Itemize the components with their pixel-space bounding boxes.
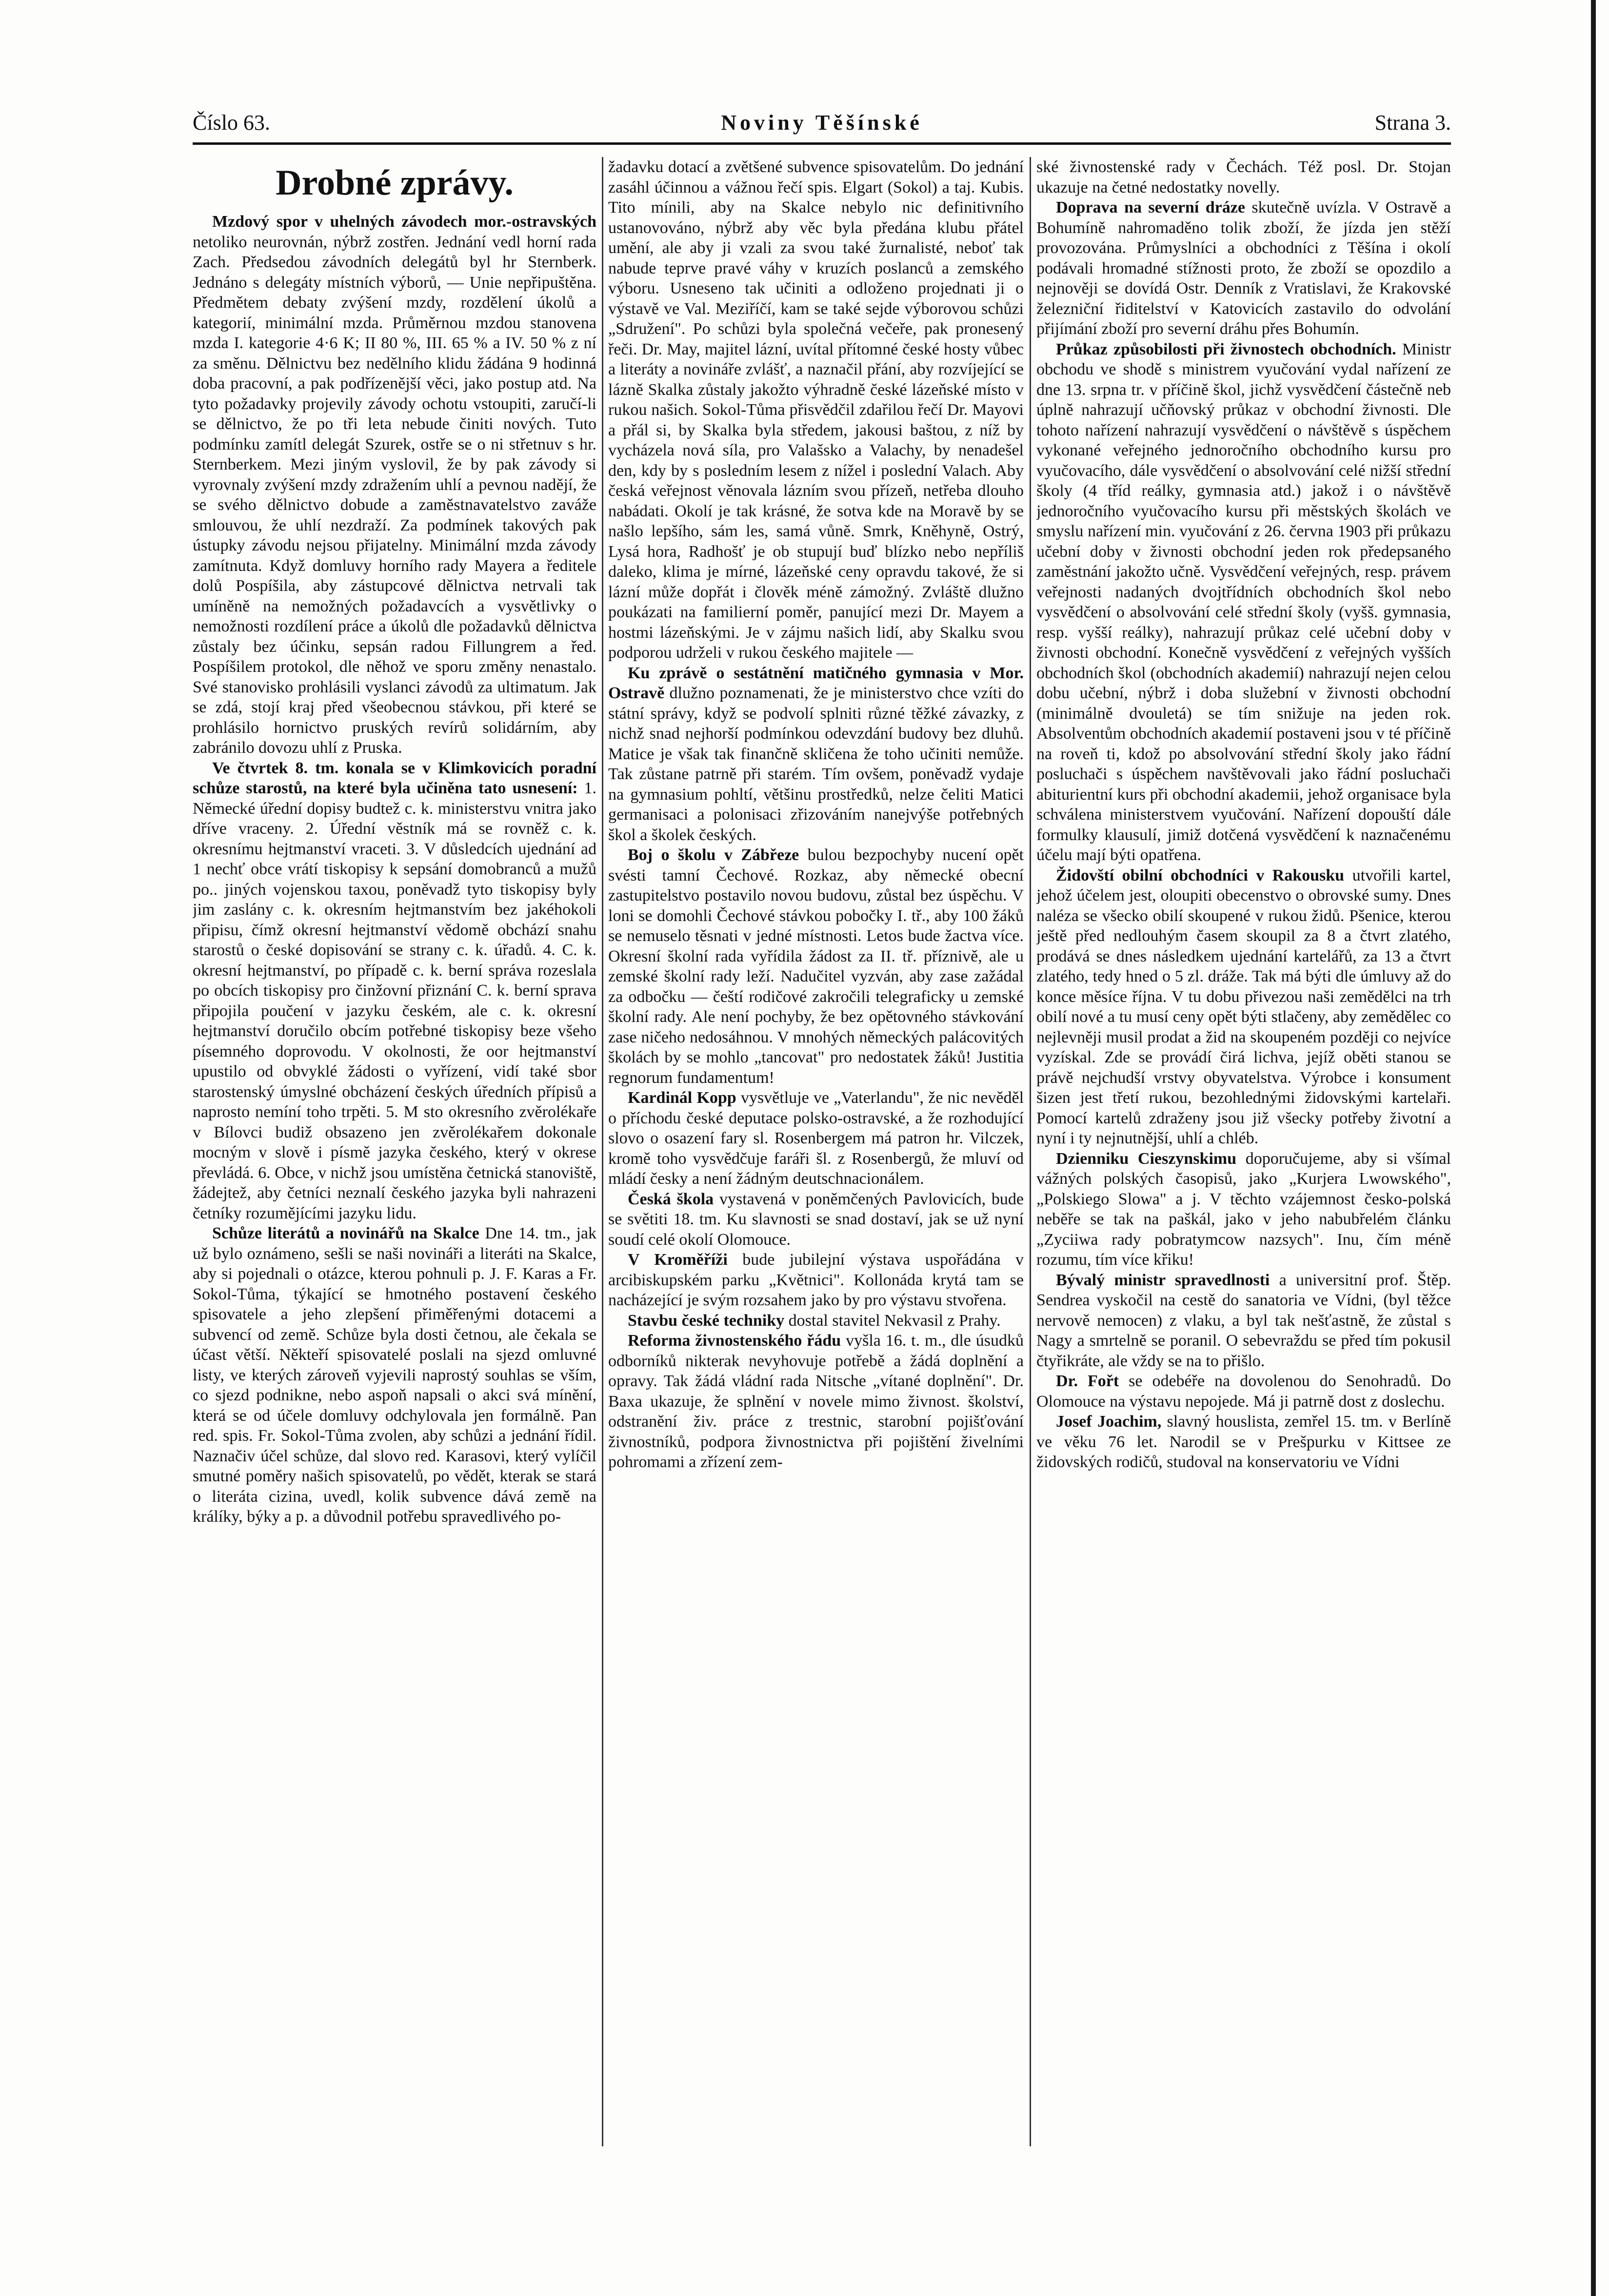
article-body: 1. Německé úřední dopisy budtež c. k. ministerstvu vnitra jako dříve vraceny. 2. Úřední věstník má se rovněž c. k. okresnímu hejtmanství vraceti. 3. V důsledcích ujednání ad 1 nechť obce vrátí tiskopisy k sepsání domobranců a mužů po.. jiných vojenskou taxou, poněvadž tyto tiskopisy byly jim zaslány c. k. okresním hejtmanstvím bez jakéhokoli připisu, čímž okresní hejtmanství vědomě obchází snahu starostů o české dopisování se strany c. k. úřadů. 4. C. k. okresní hejtmanství, po případě c. k. berní správa rozeslala po obcích tiskopisy pro činžovní přiznání C. k. berní sprava připojila poučení v jazyku českém, ale c. k. okresní hejtmanství doručilo obcím potřebné tiskopisy beze všeho písemného doprovodu. V okolnosti, že oor hejtmanství upustilo od obvyklé žádosti o vyřízení, vidí také sbor starostenský úmyslné obcházení českých úředních přípisů a naprosto nemíní toho trpěti. 5. M sto okresního zvěrolékaře v Bílovci budiž obsazeno jen zvěrolékařem dokonale mocným v slově i písmě jazyka českého, který v okrese převládá. 6. Obce, v nichž jsou umístěna četnická stanoviště, žádejtež, aby četníci neznalí českého jazyka byli nahrazeni četníky rozumějícími jazyku lidu. — [193, 779, 596, 1222]
article-body: bude jubilejní výstava uspořádána v arcibiskupském parku „Květnici". Kollonáda krytá tam se nacházející je svým rozsahem jako by pro výstavu stvořena. — [608, 1251, 1024, 1309]
article-body: netoliko neurovnán, nýbrž zostřen. Jednání vedl horní rada Zach. Předsedou závodních delegátů byl hr Sternberk. Jednáno s delegáty místních výborů, — Unie nepřipuštěna. Předmětem debaty zvýšení mzdy, rozdělení úkolů a kategorií, minimální mzda. Průměrnou mzdou stanovena mzda I. kategorie 4·6 K; II 80 %, III. 65 % a IV. 50 % z ní za směnu. Dělnictvu bez nedělního klidu žádána 9 hodinná doba pracovní, a pak podřízenější věci, jako postup atd. Na tyto požadavky projevily závody ochotu vstoupiti, zaručí-li se dělnictvo, že po tři leta nebude činiti nových. Tuto podmínku zamítl delegát Szurek, ostře se o ni střetnuv s hr. Sternberkem. Mezi jiným vyslovil, že by pak závody si vyrovnaly zvýšení mzdy zdražením uhlí a pevnou nadějí, že se svého dělnictvo dobude a zaměstnavatelstvo zaváže smlouvou, že uhlí nezdraží. Za podmínek takových pak ústupky závodu nejsou přijatelny. Minimální mzda závody zamítnuta. Když domluvy horního rady Mayera a ředitele dolů Pospíšila, aby zástupcové dělnictva netrvali tak umíněně na nemožných požadavcích a vysvětlivky o nemožnosti rozdílení práce a úkolů dle požadavků dělnictva zůstaly bez účinku, sepsán radou Fillungrem a řed. Pospíšilem protokol, dle něhož ve sporu změny nenastalo. Své stanovisko prohlásili vyslanci závodů za ultimatum. Jak se zdá, stojí kraj před všeobecnou stávkou, při které se prohlásilo hornictvo pruských revírů solidárním, aby zabránilo dovozu uhlí z Pruska. — [193, 233, 596, 757]
article-heading: Boj o školu v Zábřeze — [628, 846, 799, 864]
article-heading: Doprava na severní dráze — [1056, 198, 1245, 216]
article-body: slavný houslista, zemřel 15. tm. v Berlíně ve věku 76 let. Narodil se v Prešpurku v Kittsee ze židovských rodičů, studoval na konservatoriu ve Vídni — [1036, 1413, 1451, 1471]
column-1 — [193, 157, 596, 2146]
article — [1036, 1371, 1451, 1412]
column-rule — [1030, 157, 1031, 2146]
article — [1036, 1270, 1451, 1372]
article-heading: Dzienniku Cieszynskimu — [1056, 1149, 1237, 1168]
page-header — [193, 108, 1451, 139]
article — [608, 1250, 1024, 1311]
scan-edge — [1591, 0, 1596, 2296]
article-heading: Josef Joachim, — [1056, 1413, 1162, 1431]
article-heading: Reforma živnostenského řádu — [628, 1332, 841, 1350]
article-body: se odebéře na dovolenou do Senohradů. Do Olomouce na výstavu nepojede. Má ji patrně dost z doslechu. — [1036, 1372, 1451, 1411]
section-title: Drobné zprávy. — [276, 163, 514, 203]
article-body: Dne 14. tm., jak už bylo oznámeno, sešli se naši novináři a literáti na Skalce, aby si pojednali o otázce, kterou pohnuli p. J. F. Karas a Fr. Sokol-Tůma, týkající se hmotného postavení českého spisovatele a jeho zlepšení přiměřenými dotacemi a subvencí od země. Schůze byla dosti četnou, ale čekala se účast větší. Někteří spisovatelé poslali na sjezd omluvné listy, ve kterých zároveň vyjevili naprostý souhlas se vším, co sjezd podnikne, nebo aspoň napsali o akci svá mínění, která se od účele domluvy odchylovala jen formálně. Pan red. spis. Fr. Sokol-Tůma zvolen, aby schůzi a jednání řídil. Naznačiv účel schůze, dal slovo red. Karasovi, který vylíčil smutné poměry našich spisovatelů, po vědět, kterak se stará o literáta cizina, uvedl, kolik subvence dává země na králíky, býky a p. a důvodnil potřebu spravedlivého po- — [193, 1224, 596, 1526]
article-body: bulou bezpochyby nucení opět svésti tamní Čechové. Rozkaz, aby německé obecní zastupitelstvo postavilo novou budovu, zůstal bez úspěchu. V loni se domohli Čechové stávkou pobočky I. tř., aby 100 žáků se nemuselo těsnati v jedné místnosti. Letos bude žactva více. Okresní školní rada vyřídila žádost za II. tř. příznivě, ale u zemské školní rady leží. Nadučitel vyzván, aby zase zažádal za odbočku — čeští rodičové zakročili telegraficky u zemské školní rady. Ale není pochyby, že bez opětovného stávkování zase ničeho nedosáhnou. V mnohých německých palácovitých školách by se mohlo „tancovat" pro nedostatek žáků! Justitia regnorum fundamentum! — [608, 846, 1024, 1087]
article-body: vyšla 16. t. m., dle úsudků odborníků nikterak nevyhovuje potřebě a žádá doplnění a opravy. Tak žádá vládní rada Nitsche „vítané doplnění". Dr. Baxa ukazuje, že splnění v novele mimo živnost. školství, odstranění živ. práce z trestnic, starobní pojišťování živnostníků, podpora živnostnictva při pojištění živelními pohromami a zřízení zem- — [608, 1332, 1024, 1471]
article-heading: Česká škola — [628, 1190, 714, 1208]
article — [608, 663, 1024, 845]
article — [1036, 1149, 1451, 1270]
article-body: a universitní prof. Štěp. Sendrea vyskočil na cestě do sanatoria ve Vídni, (byl těžce nervově nemocen) z vlaku, a byl tak nešťastně, že zůstal s Nagy a smrtelně se poranil. O sebevraždu se před tím pokusil čtyřikráte, ale vždy se na to přišlo. — [1036, 1271, 1451, 1370]
column-2 — [608, 157, 1024, 2146]
header-rule — [193, 142, 1451, 145]
column-3 — [1036, 157, 1451, 2146]
article-heading: Bývalý ministr spravedlnosti — [1056, 1271, 1270, 1289]
article-heading: Stavbu české techniky — [628, 1311, 785, 1330]
article-heading: V Kroměříži — [628, 1251, 728, 1269]
article — [193, 212, 596, 758]
article — [193, 758, 596, 1224]
article-continuation: žadavku dotací a zvětšené subvence spisovatelům. Do jednání zasáhl účinnou a vážnou řečí spis. Elgart (Sokol) a taj. Kubis. Tito mínili, aby na Skalce nebylo nic definitivního ustanovováno, nýbrž aby věc byla předána klubu přátel umění, ale aby ji vzali za svou také žurnalisté, neboť tak nabude teprve pravé váhy v kruzích poslanců a zemského výboru. Usneseno tak učiniti a odloženo projednati ji o výstavě ve Val. Meziříčí, kam se také sejde výborovou schůzi „Sdružení". Po schůzi byla společná večeře, pak pronesený řeči. Dr. May, majitel lázní, uvítal přítomné české hosty vůbec a literáty a novináře zvlášť, a naznačil přání, aby rozvíjející se lázně Skalka zůstaly jakožto výhradně české lázeňské místo v rukou našich. Sokol-Tůma přisvědčil zdařilou řečí Dr. Mayovi a přál si, by Skalka byla středem, jakousi baštou, z níž by vycházela nová síla, pro Valašsko a Valachy, by nenadešel den, kdy by s posledním lesem z nížel i poslední Valach. Aby česká veřejnost věnovala lázním svou přízeň, netřeba dlouho nabádati. Okolí je tak krásné, že sotva kde na Moravě by se našlo lepšího, sám les, samá vůně. Smrk, Kněhyně, Ostrý, Lysá hora, Radhošť je ob stupují buď blízko nebo nepříliš daleko, klima je mírné, lázeňské ceny opravdu takové, že si lázní může dopřát i člověk méně zámožný. Zvláště dlužno poukázati na familierní poměr, panující mezi Dr. Mayem a hostmi lázeňskými. Je v zájmu našich lidí, aby Skalku svou podporou udrželi v rukou českého majitele — — [608, 158, 1024, 662]
issue-number: Číslo 63. — [193, 111, 270, 135]
article-body: utvořili kartel, jehož účelem jest, oloupiti obecenstvo o obrovské sumy. Dnes naléza se všecko obilí skoupené v rukou židů. Pšenice, kterou ještě před nedlouhým časem skoupil za 8 a čtvrt zlatého, prodává se dnes následkem ujednání kartelářů, za 13 a čtvrt zlatého, tedy hned o 5 zl. dráže. Tak má býti dle úmluvy až do konce měsíce října. V tu dobu přivezou naši zemědělci na trh obilí nové a tu musí ceny opět býti stlačeny, aby zemědělec co nejlevněji musil prodat a žid na skoupeném později co nejvíce vyzískal. Zde se provádí čirá lichva, jejíž oběti stanou se právě nejchudší vrstvy obyvatelstva. Výrobce i konsument šizen jest třetí rukou, bezohlednými židovskými kartelaři. Pomocí kartelů zdraženy jsou již všecky potřeby životní a nyní i ty nejnutnější, uhlí a chléb. — [1036, 866, 1451, 1147]
article — [193, 1223, 596, 1527]
column-rule — [602, 157, 603, 2146]
article — [1036, 339, 1451, 865]
article-body: skutečně uvízla. V Ostravě a Bohumíně nahromaděno tolik zboží, že jízda jen stěží provozována. Průmyslníci a obchodníci z Těšína i okolí podávali hromadné stížnosti proto, že zboží se opozdilo a nejnověji se dovídá Ostr. Denník z Vratislavi, že Krakovské železniční řiditelství v Katovicích zastavilo do odvolání přijímání zboží pro severní dráhu přes Bohumín. — [1036, 198, 1451, 338]
article-body: dostal stavitel Nekvasil z Prahy. — [788, 1311, 1001, 1330]
article-heading: Ku zprávě o sestátnění matičného gymnasia v Mor. Ostravě — [608, 664, 1024, 702]
article-heading: Židovští obilní obchodníci v Rakousku — [1056, 866, 1345, 884]
article-body: dlužno poznamenati, že je ministerstvo chce vzíti do státní správy, když se podvolí splniti různé těžké závazky, z nichž snad nejhorší podmínkou odevzdání budovy bez dluhů. Matice je však tak finančně skličena že toho učiniti nemůže. Tak zůstane patrně při starém. Tím ovšem, poněvadž vydaje na gymnasium pohltí, většinu prostředků, nelze čeliti Matici germanisaci a polonisaci zřizováním nanejvýše potřebných škol a školek českých. — [608, 684, 1024, 844]
article-heading: Kardinál Kopp — [628, 1089, 736, 1107]
article-heading: Schůze literátů a novinářů na Skalce — [212, 1224, 479, 1242]
article-body: vystavená v poněmčených Pavlovicích, bude se světiti 18. tm. Ku slavnosti se snad dostaví, jak se už nyní soudí celé okolí Olomouce. — [608, 1190, 1024, 1249]
article — [608, 1189, 1024, 1250]
article-heading: Průkaz způsobilosti při živnostech obchodních. — [1056, 340, 1396, 358]
article — [1036, 1412, 1451, 1472]
article — [608, 1088, 1024, 1189]
newspaper-name: Noviny Těšínské — [721, 111, 923, 135]
article — [1036, 865, 1451, 1149]
article-heading: Dr. Fořt — [1056, 1372, 1119, 1390]
article — [608, 1311, 1024, 1331]
article-heading: Mzdový spor v uhelných závodech mor.-ostravských — [212, 213, 596, 231]
article — [608, 845, 1024, 1088]
article — [608, 1331, 1024, 1472]
article-body: doporučujeme, aby si všímal vážných polských časopisů, jako „Kurjera Lwowského", „Polskiego Slowa" a j. V těchto vzájemnost česko-polská neběře se tak na paškál, jako v jeho nabubřelém článku „Zyciiwa rady pobratymcow nazsych". Inu, čím méně rozumu, tím více křiku! — [1036, 1149, 1451, 1269]
article — [1036, 197, 1451, 339]
article-body: Ministr obchodu ve shodě s ministrem vyučování vydal nařízení ze dne 13. srpna tr. v příčině škol, jichž vysvědčení částečně neb úplně nahrazují učňovský průkaz v obchodní živnosti. Dle tohoto nařízení nahrazují vysvědčení o návštěvě s úspěchem vykonané veřejného jednoročního obchodního kursu pro vyučovacího, dále vysvědčení o absolvování celé nižší střední školy (4 tříd reálky, gymnasia atd.) jakož i o návštěvě jednoročního vyučovacího kursu při městských školách ve smyslu nařízení min. vyučování z 26. června 1903 při průkazu učební doby v živnosti obchodní jeden rok předepsaného zaměstnání jakožto učně. Vysvědčení veřejných, resp. právem veřejnosti nadaných dvojtřídních obchodních škol nebo vysvědčení o absolvování celé střední školy (vyšš. gymnasia, resp. vyšší reálky), nahrazují průkaz celé učební doby v živnosti obchodní. Konečně vysvědčení z veřejných vyšších obchodních škol (obchodních akademií) nahrazují nejen celou dobu učební, nýbrž i doba služební v živnosti obchodní (minimálně dvouletá) se tím snižuje na jeden rok. Absolventům obchodních akademií postaveni jsou v té příčině na roveň ti, kdož po absolvování střední školy jako řádní posluchači s úspěchem navštěvovali jako řádní posluchači abiturientní kurs při obchodní akademii, jehož organisace byla schválena ministerstvem vyučování. Nařízení dopouští dále formulky klausulí, jimiž dotčená vysvědčení k naznačenému účelu mají býti opatřena. — [1036, 340, 1451, 864]
page-number: Strana 3. — [1374, 111, 1451, 135]
article-heading: Ve čtvrtek 8. tm. konala se v Klimkovicích poradní schůze starostů, na které byla učiněna tato usnesení: — [193, 759, 596, 797]
article-body: vysvětluje ve „Vaterlandu", že nic nevěděl o příchodu české deputace polsko-ostravské, a že rozhodující slovo o osazení fary sl. Rosenbergem má patron hr. Vilczek, kromě toho vysvědčuje faráři šl. z Rosenbergů, že mluví od mládí česky a není žádným deutschnacionálem. — [608, 1089, 1024, 1188]
article-continuation: ské živnostenské rady v Čechách. Též posl. Dr. Stojan ukazuje na četné nedostatky novelly. — [1036, 158, 1451, 196]
